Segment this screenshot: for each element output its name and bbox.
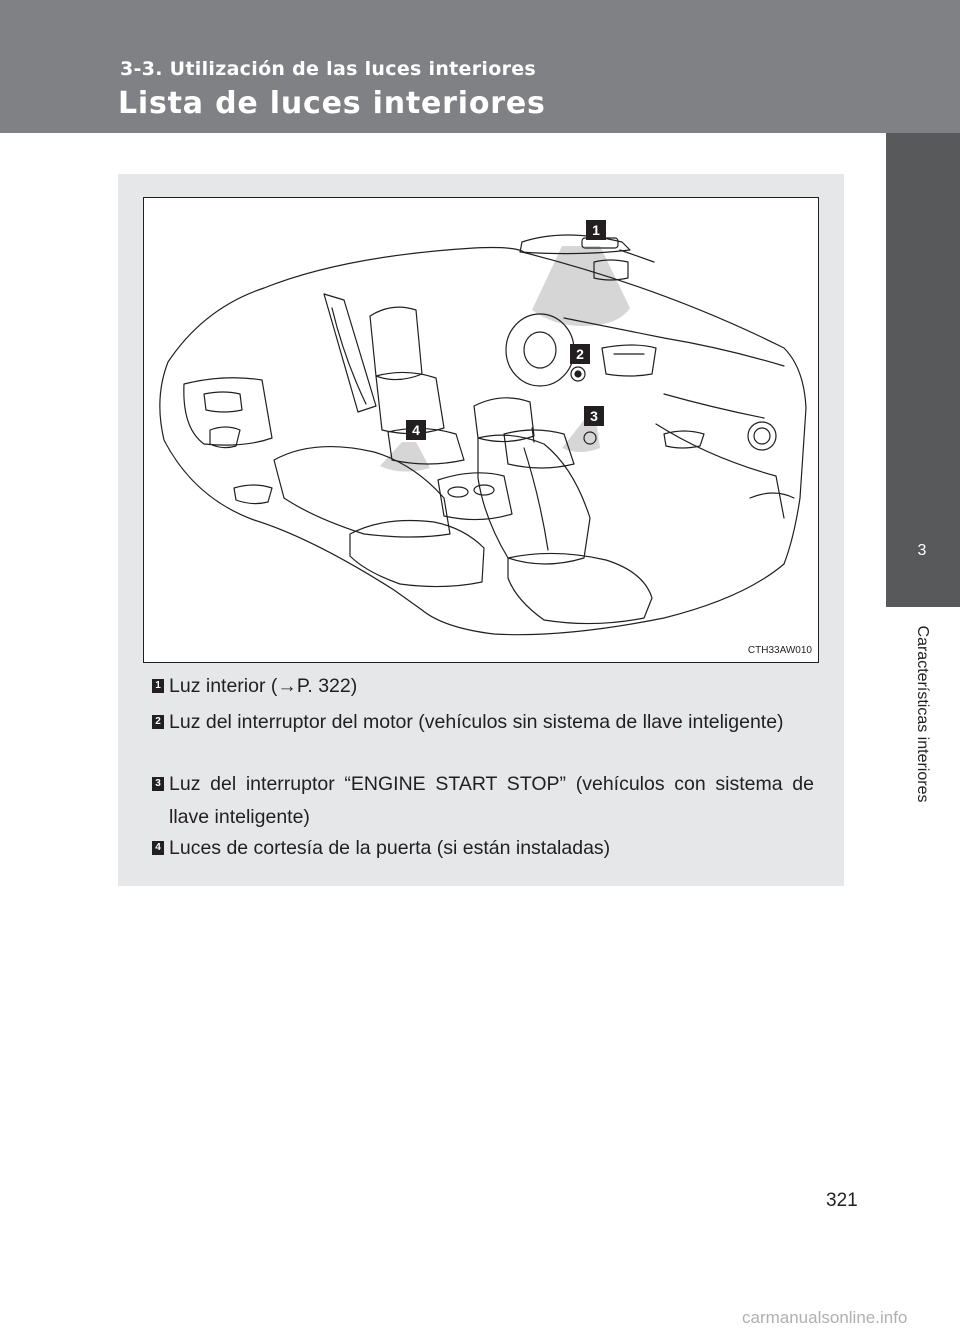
glovebox — [656, 424, 784, 518]
chapter-label: Características interiores — [914, 625, 931, 803]
page-number: 321 — [826, 1190, 858, 1211]
svg-text:3: 3 — [590, 408, 598, 424]
legend-text: Luces de cortesía de la puerta (si están instaladas) — [169, 837, 611, 859]
svg-text:1: 1 — [592, 222, 600, 238]
callout-1 — [586, 220, 606, 240]
legend-text: Luz interior (→P. 322) — [169, 675, 358, 697]
svg-text:2: 2 — [576, 346, 584, 362]
b-pillar — [324, 294, 376, 412]
steering-wheel — [506, 314, 574, 386]
svg-text:4: 4 — [412, 422, 420, 438]
legend-text: Luz del interruptor del motor (vehículos sin sistema de llave inteligente) — [169, 711, 784, 733]
watermark-link[interactable]: carmanualsonline.info — [742, 1308, 908, 1327]
driver-seatback — [478, 435, 590, 564]
section-title: 3-3. Utilización de las luces interiores — [120, 58, 537, 80]
rear-seat-cushion — [350, 521, 484, 587]
figure-code: CTH33AW010 — [747, 645, 812, 656]
chapter-tab — [886, 133, 960, 607]
callout-4 — [406, 420, 426, 440]
legend-item-1 — [152, 670, 814, 703]
legend-marker: 3 — [152, 777, 164, 791]
legend-marker: 1 — [152, 679, 164, 693]
callout-2 — [570, 344, 590, 364]
passenger-headrest — [370, 307, 422, 379]
dash-vent — [748, 422, 776, 450]
callout-3 — [584, 406, 604, 426]
car-body-outline — [160, 288, 784, 635]
legend-marker: 2 — [152, 715, 164, 729]
legend-item-2 — [152, 706, 814, 739]
dashboard-top — [564, 318, 784, 366]
driver-seat-cushion — [508, 553, 652, 623]
legend-item-3 — [152, 768, 814, 834]
car-interior-drawing — [144, 198, 818, 662]
center-display — [602, 345, 656, 376]
car-interior-illustration — [143, 197, 819, 663]
header-bar — [0, 0, 960, 133]
page-title: Lista de luces interiores — [118, 86, 546, 121]
chapter-number: 3 — [917, 542, 927, 559]
center-console — [438, 473, 512, 520]
legend-marker: 4 — [152, 841, 164, 855]
legend-text: Luz del interruptor “ENGINE START STOP” (vehículos con sistema de llave inteligente) — [169, 773, 814, 828]
legend-item-4 — [152, 832, 814, 865]
